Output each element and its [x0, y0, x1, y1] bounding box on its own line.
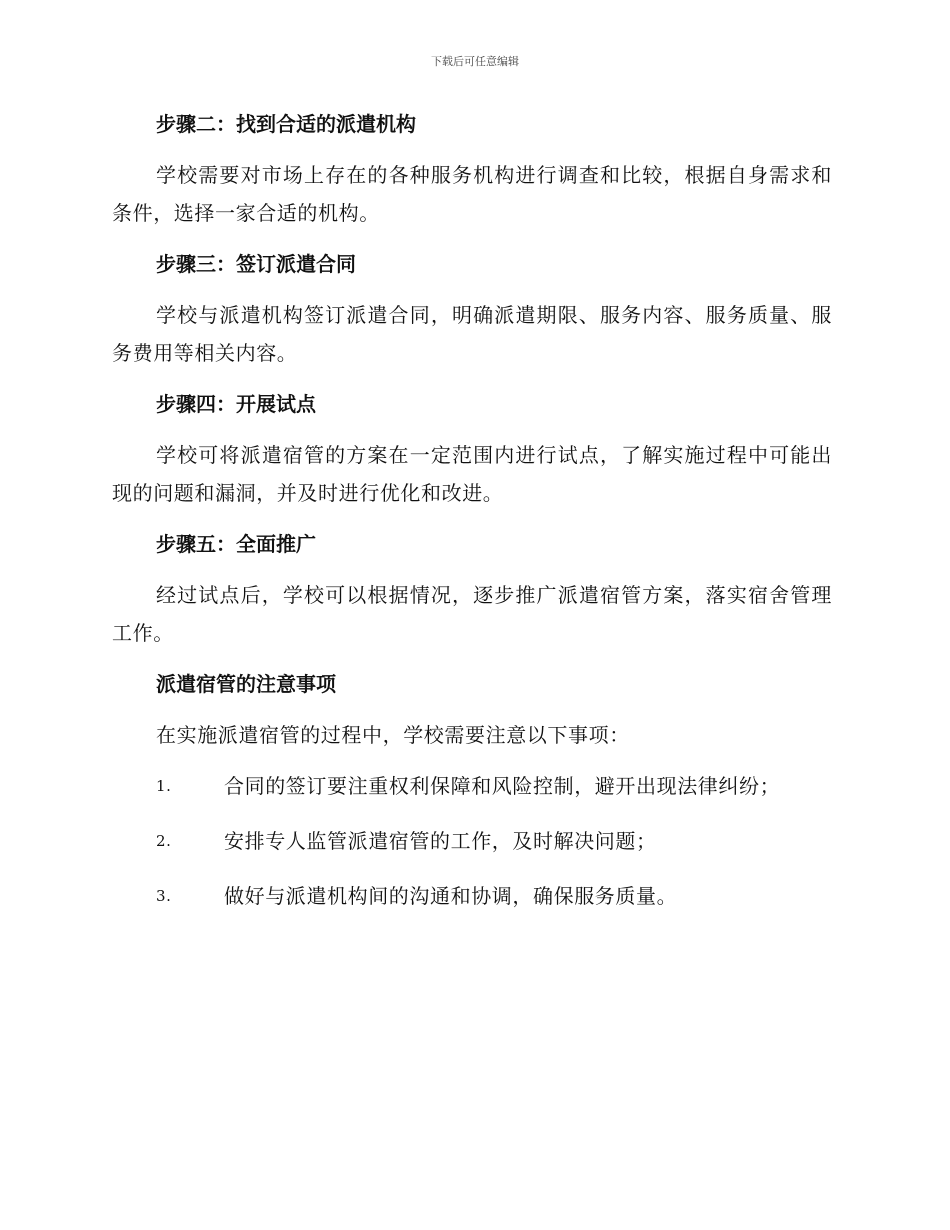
list-item	[112, 821, 832, 861]
section-heading-step-5: 步骤五：全面推广	[156, 532, 316, 556]
list-text: 安排专人监管派遣宿管的工作，及时解决问题；	[224, 829, 657, 853]
section-paragraph-step-5: 经过试点后，学校可以根据情况，逐步推广派遣宿管方案，落实宿舍管理工作。	[112, 583, 832, 645]
section-heading-step-3: 步骤三：签订派遣合同	[156, 252, 356, 276]
page-header: 下载后可任意编辑	[431, 55, 519, 68]
list-item	[112, 766, 832, 806]
section-paragraph-step-3: 学校与派遣机构签订派遣合同，明确派遣期限、服务内容、服务质量、服务费用等相关内容。	[112, 303, 832, 365]
list-text: 做好与派遣机构间的沟通和协调，确保服务质量。	[224, 884, 678, 908]
list-number: 3.	[156, 887, 172, 905]
list-number: 1.	[156, 777, 172, 795]
list-number: 2.	[156, 832, 172, 850]
section-heading-step-2: 步骤二：找到合适的派遣机构	[156, 112, 416, 136]
list-text: 合同的签订要注重权利保障和风险控制，避开出现法律纠纷；	[224, 774, 781, 798]
notes-heading: 派遣宿管的注意事项	[156, 672, 336, 696]
document-body	[112, 104, 832, 931]
section-paragraph-step-4: 学校可将派遣宿管的方案在一定范围内进行试点，了解实施过程中可能出现的问题和漏洞，并及时进行优化和改进。	[112, 443, 832, 505]
list-item	[112, 876, 832, 916]
notes-intro: 在实施派遣宿管的过程中，学校需要注意以下事项：	[156, 723, 630, 747]
section-paragraph-step-2: 学校需要对市场上存在的各种服务机构进行调查和比较，根据自身需求和条件，选择一家合适的机构。	[112, 163, 832, 225]
section-heading-step-4: 步骤四：开展试点	[156, 392, 316, 416]
